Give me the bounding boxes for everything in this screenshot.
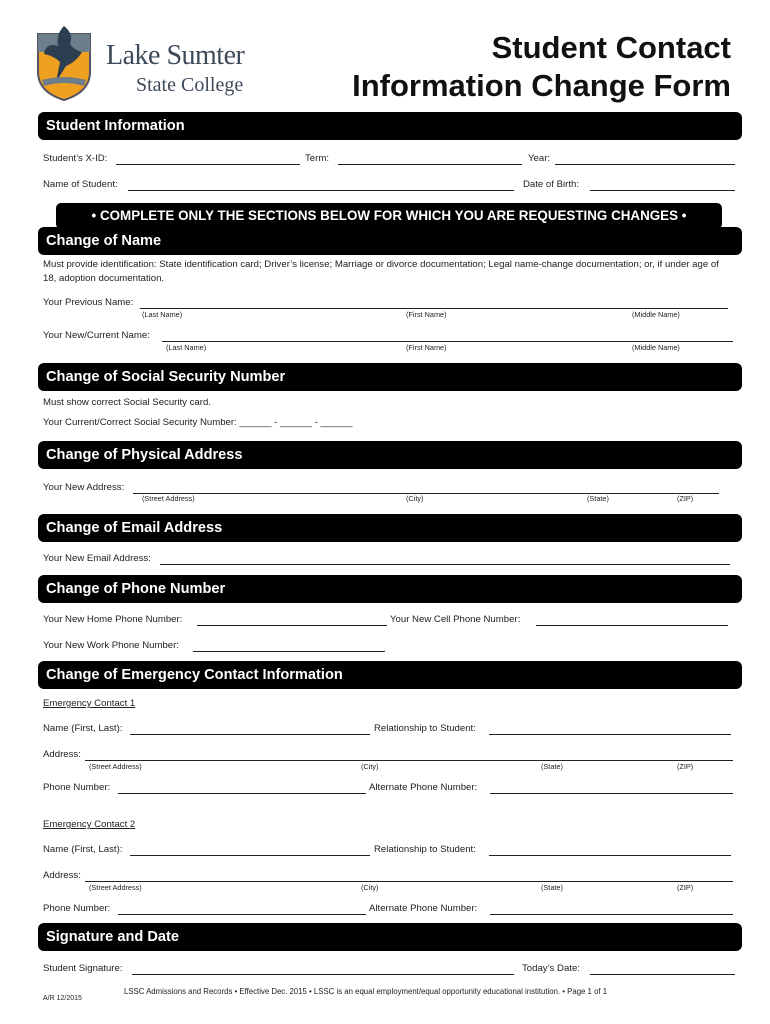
todays-date-field[interactable] — [590, 974, 735, 975]
logo-line1: Lake Sumter — [106, 40, 245, 71]
ec2-alt-phone-label: Alternate Phone Number: — [369, 903, 478, 914]
home-phone-label: Your New Home Phone Number: — [43, 614, 183, 625]
ec2-name-field[interactable] — [130, 855, 370, 856]
change-ssn-header: Change of Social Security Number — [38, 363, 742, 391]
instructions-banner: • COMPLETE ONLY THE SECTIONS BELOW FOR WHICH YOU ARE REQUESTING CHANGES • — [56, 203, 722, 229]
ec2-address-label: Address: — [43, 870, 81, 881]
ec1-address-field[interactable] — [85, 760, 733, 761]
ec1-city-caption: (City) — [361, 762, 379, 771]
student-info-header: Student Information — [38, 112, 742, 140]
prev-last-caption: (Last Name) — [142, 310, 183, 319]
signature-header: Signature and Date — [38, 923, 742, 951]
prev-middle-caption: (Middle Name) — [632, 310, 680, 319]
college-logo — [34, 22, 274, 102]
ec2-phone-label: Phone Number: — [43, 903, 111, 914]
new-name-field[interactable] — [162, 341, 733, 342]
student-name-field[interactable] — [128, 190, 514, 191]
ec1-phone-field[interactable] — [118, 793, 366, 794]
new-middle-caption: (Middle Name) — [632, 343, 680, 352]
form-title-line2: Information Change Form — [352, 68, 731, 103]
cell-phone-field[interactable] — [536, 625, 728, 626]
dob-label: Date of Birth: — [523, 179, 579, 190]
todays-date-label: Today’s Date: — [522, 963, 580, 974]
change-email-header: Change of Email Address — [38, 514, 742, 542]
ec2-zip-caption: (ZIP) — [677, 883, 694, 892]
new-address-label: Your New Address: — [43, 482, 125, 493]
xid-label: Student’s X-ID: — [43, 153, 108, 164]
eagle-shield-icon — [34, 22, 94, 102]
home-phone-field[interactable] — [197, 625, 387, 626]
dob-field[interactable] — [590, 190, 735, 191]
ec1-phone-label: Phone Number: — [43, 782, 111, 793]
ec1-relationship-field[interactable] — [489, 734, 731, 735]
ec2-relationship-label: Relationship to Student: — [374, 844, 476, 855]
ec2-street-caption: (Street Address) — [89, 883, 142, 892]
change-name-header: Change of Name — [38, 227, 742, 255]
ec1-zip-caption: (ZIP) — [677, 762, 694, 771]
prev-first-caption: (First Name) — [406, 310, 447, 319]
form-title-line1: Student Contact — [491, 30, 731, 65]
emergency-contact-2-heading: Emergency Contact 2 — [43, 819, 136, 830]
ec2-city-caption: (City) — [361, 883, 379, 892]
previous-name-field[interactable] — [140, 308, 728, 309]
footer-text: LSSC Admissions and Records • Effective Dec. 2015 • LSSC is an equal employment/equal opportunity educational institution. • Page 1 of 1 — [124, 987, 608, 996]
emergency-header: Change of Emergency Contact Information — [38, 661, 742, 689]
ec2-state-caption: (State) — [541, 883, 563, 892]
ec1-relationship-label: Relationship to Student: — [374, 723, 476, 734]
addr-city-caption: (City) — [406, 494, 424, 503]
ec1-alt-phone-field[interactable] — [490, 793, 733, 794]
ec1-street-caption: (Street Address) — [89, 762, 142, 771]
new-name-label: Your New/Current Name: — [43, 330, 150, 341]
signature-field[interactable] — [132, 974, 514, 975]
cell-phone-label: Your New Cell Phone Number: — [390, 614, 521, 625]
work-phone-field[interactable] — [193, 651, 385, 652]
ec2-phone-field[interactable] — [118, 914, 366, 915]
new-address-field[interactable] — [133, 493, 719, 494]
new-email-field[interactable] — [160, 564, 730, 565]
ssn-instructions: Must show correct Social Security card. — [43, 397, 211, 408]
ec1-name-label: Name (First, Last): — [43, 723, 123, 734]
addr-street-caption: (Street Address) — [142, 494, 195, 503]
change-phone-header: Change of Phone Number — [38, 575, 742, 603]
year-field[interactable] — [555, 164, 735, 165]
year-label: Year: — [528, 153, 551, 164]
ec1-name-field[interactable] — [130, 734, 370, 735]
work-phone-label: Your New Work Phone Number: — [43, 640, 179, 651]
new-first-caption: (First Name) — [406, 343, 447, 352]
name-instructions: Must provide identification: State identification card; Driver’s license; Marriage or divorce documentation; Legal name-change documentation; or, if under age of 18, adoption documentation. — [43, 259, 719, 284]
ssn-field[interactable]: Your Current/Correct Social Security Number: ______ - ______ - ______ — [43, 417, 353, 428]
addr-state-caption: (State) — [587, 494, 609, 503]
term-label: Term: — [305, 153, 329, 164]
term-field[interactable] — [338, 164, 522, 165]
ec2-address-field[interactable] — [85, 881, 733, 882]
new-email-label: Your New Email Address: — [43, 553, 151, 564]
logo-line2: State College — [136, 74, 244, 96]
previous-name-label: Your Previous Name: — [43, 297, 134, 308]
signature-label: Student Signature: — [43, 963, 123, 974]
ec1-alt-phone-label: Alternate Phone Number: — [369, 782, 478, 793]
ec1-address-label: Address: — [43, 749, 81, 760]
ec2-alt-phone-field[interactable] — [490, 914, 733, 915]
change-address-header: Change of Physical Address — [38, 441, 742, 469]
xid-field[interactable] — [116, 164, 300, 165]
emergency-contact-1-heading: Emergency Contact 1 — [43, 698, 136, 709]
ec2-relationship-field[interactable] — [489, 855, 731, 856]
addr-zip-caption: (ZIP) — [677, 494, 694, 503]
new-last-caption: (Last Name) — [166, 343, 207, 352]
ec1-state-caption: (State) — [541, 762, 563, 771]
student-name-label: Name of Student: — [43, 179, 118, 190]
ec2-name-label: Name (First, Last): — [43, 844, 123, 855]
form-code: A/R 12/2015 — [43, 995, 82, 1002]
